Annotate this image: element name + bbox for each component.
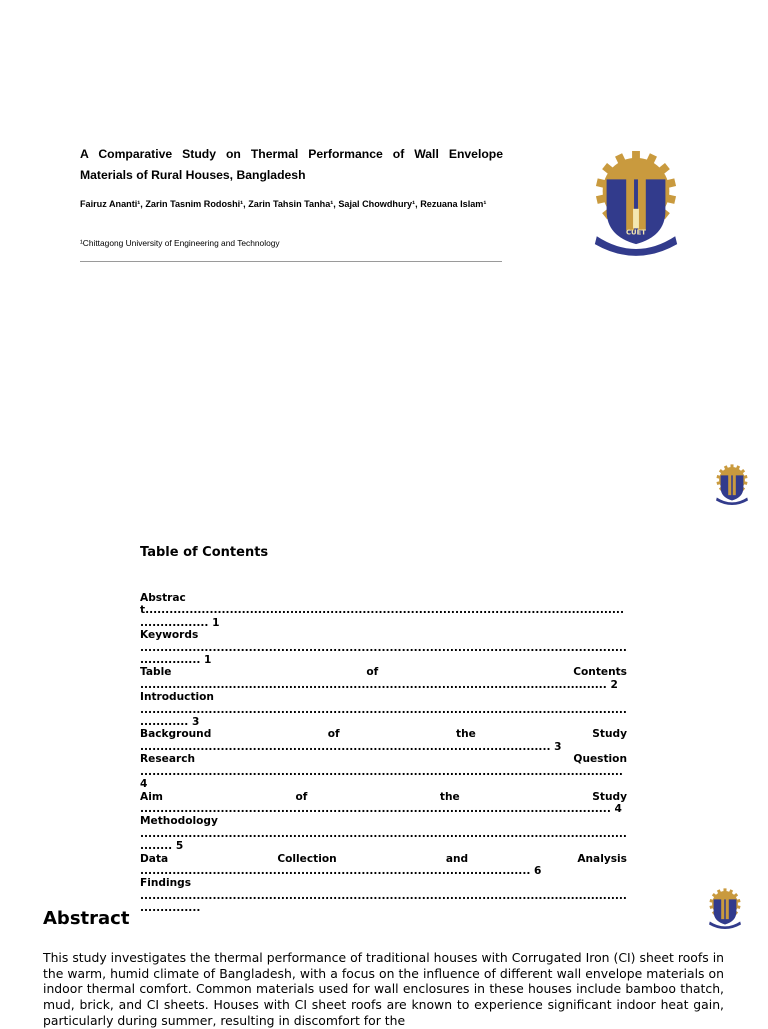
toc-entry[interactable]: Methodology ................................................................................................................................. 5	[140, 815, 627, 853]
title-divider	[80, 261, 502, 262]
toc-heading: Table of Contents	[140, 545, 269, 560]
toc-entry[interactable]: Abstract........................................................................................................................................ 1	[140, 592, 624, 629]
cuet-logo	[587, 140, 685, 258]
toc-entry[interactable]: Research Question ........................................................................................................................ 4	[140, 753, 627, 791]
table-of-contents	[140, 592, 627, 915]
author-list: Fairuz Ananti¹, Zarin Tasnim Rodoshi¹, Zarin Tahsin Tanha¹, Sajal Chowdhury¹, Rezuana Islam¹	[80, 199, 487, 209]
toc-entry[interactable]: Keywords ........................................................................................................................................ 1	[140, 629, 627, 667]
abstract-body: This study investigates the thermal performance of traditional houses with Corrugated Iron (CI) sheet roofs in the warm, humid climate of Bangladesh, with a focus on the influence of different wall envelope materials on indoor thermal comfort. Common materials used for wall enclosures in these houses include bamboo thatch, mud, brick, and CI sheets. Houses with CI sheet roofs are known to experience significant indoor heat gain, particularly during summer, resulting in discomfort for the	[43, 950, 724, 1028]
toc-entry[interactable]: Data Collection and Analysis ................................................................................................. 6	[140, 852, 627, 877]
toc-entry[interactable]: Aim of the Study ..................................................................................................................... 4	[140, 790, 627, 815]
cuet-logo-small	[706, 884, 744, 930]
paper-title: A Comparative Study on Thermal Performance of Wall Envelope Materials of Rural Houses, Bangladesh	[80, 147, 503, 182]
toc-entry[interactable]: Background of the Study ...................................................................................................... 3	[140, 728, 627, 753]
abstract-heading: Abstract	[43, 908, 130, 929]
toc-entry[interactable]: Table of Contents .................................................................................................................... 2	[140, 666, 627, 691]
affiliation: ¹Chittagong University of Engineering and Technology	[80, 238, 280, 248]
toc-entry[interactable]: Findings ........................................................................................................................................	[140, 877, 627, 915]
toc-entry[interactable]: Introduction ..................................................................................................................................... 3	[140, 691, 627, 729]
cuet-logo-small	[713, 460, 751, 506]
logo-lettering: CUET	[626, 228, 646, 237]
